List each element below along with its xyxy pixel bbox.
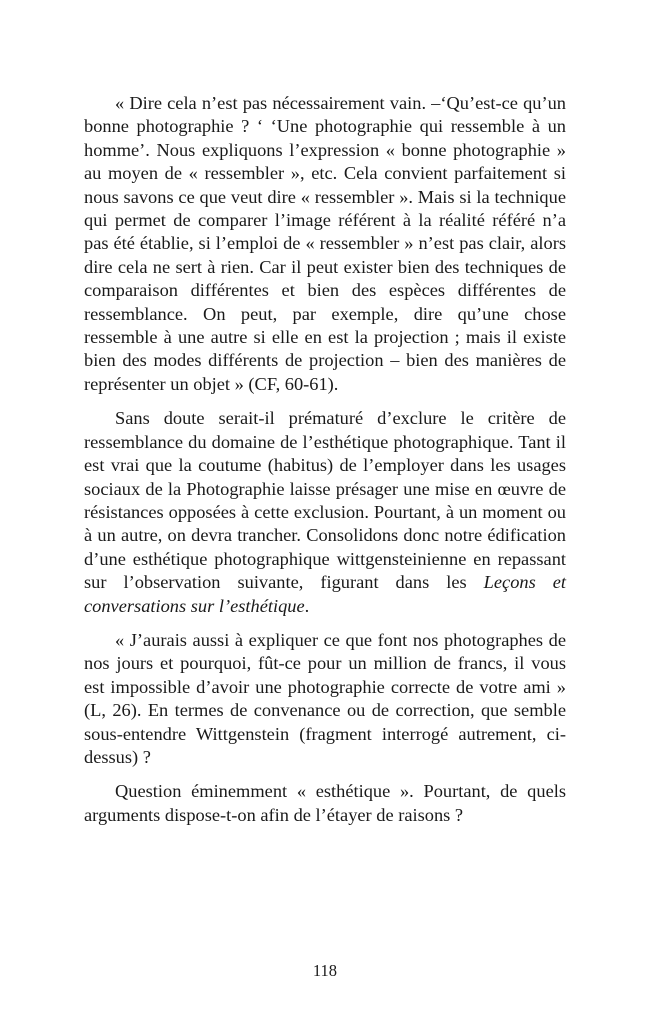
paragraph-question: Question éminemment « esthétique ». Pourtant, de quels arguments dispose-t-on afin de l’étayer de raisons ? [84,781,566,825]
paragraph-sans-doute [84,407,566,618]
paragraph-text-end: . [304,595,310,616]
paragraph-quote-cf: « Dire cela n’est pas nécessairement vain. –‘Qu’est-ce qu’un bonne photographie ? ‘ ‘Une photographie qui ressemble à un homme’. Nous expliquons l’expression « bonne photographie » au moyen de « ressembler », etc. Cela convient parfaitement si nous savons ce que veut dire « ressembler ». Mais si la technique qui permet de comparer l’image référent à la réalité référé n’a pas été établie, si l’emploi de « ressembler » n’est pas clair, alors dire cela ne sert à rien. Car il peut exister bien des techniques de comparaison différentes et bien des espèces différentes de ressemblance. On peut, par exemple, dire qu’une chose ressemble à une autre si elle en est la projection ; mais il existe bien des modes différents de projection – bien des manières de représenter un objet » (CF, 60-61). [84,93,566,394]
page-body [84,92,566,838]
book-title-italic: Leçons et conversations sur l’esthétique [84,572,566,616]
paragraph-quote-l: « J’aurais aussi à expliquer ce que font nos photographes de nos jours et pourquoi, fût-ce pour un million de francs, il vous est impossible d’avoir une photographie correcte de votre ami » (L, 26). En termes de convenance ou de correction, que semble sous-entendre Wittgenstein (fragment interrogé autrement, ci-dessus) ? [84,629,566,767]
page-number: 118 [312,961,338,980]
paragraph-text: Sans doute serait-il prématuré d’exclure le critère de ressemblance du domaine de l’esthétique photographique. Tant il est vrai que la coutume (habitus) de l’employer dans les usages sociaux de la Photographie laisse présager une mise en œuvre de résistances opposées à cette exclusion. Pourtant, à un moment ou à un autre, on devra trancher. Consolidons donc notre édification d’une esthétique photographique wittgensteinienne en repassant sur l’observation suivante, figurant dans les [84,408,566,593]
